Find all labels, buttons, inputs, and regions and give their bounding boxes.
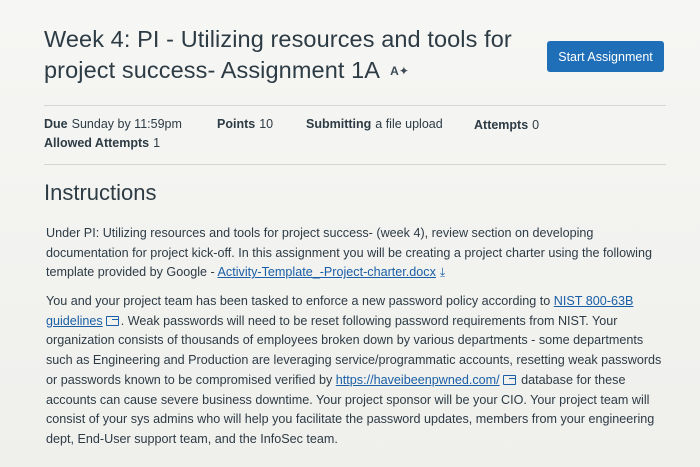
attempts-field xyxy=(474,118,539,132)
due-value: Sunday by 11:59pm xyxy=(71,117,182,131)
allowed-attempts-field xyxy=(44,136,160,150)
submitting-field xyxy=(306,117,443,131)
submitting-value: a file upload xyxy=(375,117,443,131)
download-icon[interactable]: ⤓ xyxy=(439,265,446,280)
submitting-label: Submitting xyxy=(306,117,372,131)
assignment-title xyxy=(44,24,524,87)
p2-text-b: . Weak passwords will need to be reset following password requirements from NIST. Your organization consists of thousands of employees broken down by various departments - some departments such as Engineering and Production are leveraging service/programmatic accounts, resetting weak passwords or passwords known to be compromised verified by xyxy=(46,313,662,387)
points-field xyxy=(217,117,273,131)
due-field xyxy=(44,117,182,131)
points-label: Points xyxy=(217,117,256,131)
template-download-link[interactable]: Activity-Template_-Project-charter.docx xyxy=(217,265,436,280)
due-label: Due xyxy=(44,117,68,131)
ai-sparkle-icon[interactable]: A✦ xyxy=(390,64,409,78)
instructions-paragraph-1 xyxy=(46,224,666,283)
nist-guidelines-link[interactable]: NIST 800-63B guidelines xyxy=(46,294,634,328)
divider-bottom xyxy=(44,164,666,165)
p2-text-c: database for these accounts can cause severe business downtime. Your project sponsor will be your CIO. Your project team will consist of your sys admins who will help you facilitate the password updates, members from your engineering dept, End-User support team, and the InfoSec team. xyxy=(46,372,655,446)
allowed-attempts-value: 1 xyxy=(153,136,161,150)
external-link-icon xyxy=(503,375,516,385)
external-link-icon xyxy=(106,316,119,326)
attempts-label: Attempts xyxy=(474,118,529,132)
attempts-value: 0 xyxy=(532,118,540,132)
p1-text: Under PI: Utilizing resources and tools for project success- (week 4), review section on developing documentation for project kick-off. In this assignment you will be creating a project charter using the following template provided by Google - xyxy=(46,226,652,280)
haveibeenpwned-link[interactable]: https://haveibeenpwned.com/ xyxy=(335,372,500,387)
instructions-paragraph-2 xyxy=(46,292,666,450)
allowed-attempts-label: Allowed Attempts xyxy=(44,136,150,150)
start-assignment-button[interactable]: Start Assignment xyxy=(547,41,664,72)
instructions-heading: Instructions xyxy=(44,180,157,205)
divider-top xyxy=(44,105,666,106)
p2-text-a: You and your project team has been tasked to enforce a new password policy according to xyxy=(46,294,554,308)
assignment-title-text: Week 4: PI - Utilizing resources and tools for project success- Assignment 1A xyxy=(44,26,512,83)
points-value: 10 xyxy=(259,117,274,131)
